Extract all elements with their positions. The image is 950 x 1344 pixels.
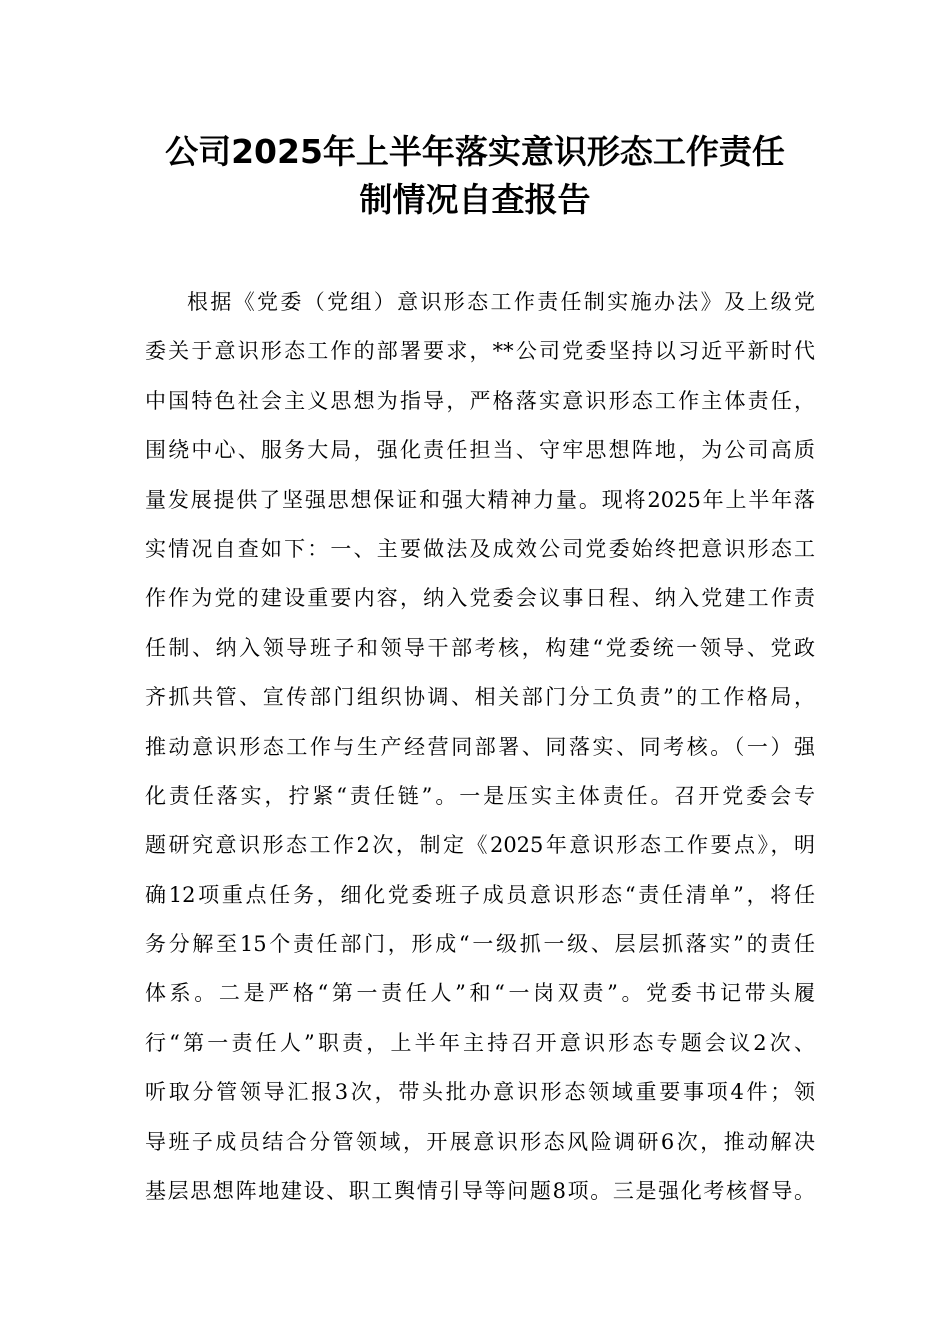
body-line: 基层思想阵地建设、职工舆情引导等问题8项。三是强化考核督导。 [145, 1179, 815, 1204]
body-line: 听取分管领导汇报3次，带头批办意识形态领域重要事项4件；领 [145, 1080, 815, 1105]
body-line: 齐抓共管、宣传部门组织协调、相关部门分工负责”的工作格局， [145, 685, 815, 710]
body-line: 作作为党的建设重要内容，纳入党委会议事日程、纳入党建工作责 [145, 586, 815, 611]
document-body [145, 278, 815, 1216]
title-line-1: 公司2025年上半年落实意识形态工作责任 [165, 132, 785, 171]
body-line: 任制、纳入领导班子和领导干部考核，构建“党委统一领导、党政 [145, 635, 815, 660]
body-line: 体系。二是严格“第一责任人”和“一岗双责”。党委书记带头履 [145, 981, 815, 1006]
body-line: 化责任落实，拧紧“责任链”。一是压实主体责任。召开党委会专 [145, 783, 815, 808]
body-line: 务分解至15个责任部门，形成“一级抓一级、层层抓落实”的责任 [145, 932, 815, 957]
document-title [100, 128, 850, 224]
body-line: 推动意识形态工作与生产经营同部署、同落实、同考核。（一）强 [145, 734, 815, 759]
body-line: 题研究意识形态工作2次，制定《2025年意识形态工作要点》，明 [145, 833, 815, 858]
body-line: 中国特色社会主义思想为指导，严格落实意识形态工作主体责任， [145, 388, 815, 413]
body-line: 导班子成员结合分管领域，开展意识形态风险调研6次，推动解决 [145, 1129, 815, 1154]
body-line: 委关于意识形态工作的部署要求，**公司党委坚持以习近平新时代 [145, 339, 815, 364]
body-line: 确12项重点任务，细化党委班子成员意识形态“责任清单”，将任 [145, 882, 815, 907]
body-line: 围绕中心、服务大局，强化责任担当、守牢思想阵地，为公司高质 [145, 438, 815, 463]
body-line: 实情况自查如下：一、主要做法及成效公司党委始终把意识形态工 [145, 536, 815, 561]
title-line-2: 制情况自查报告 [359, 180, 591, 219]
body-line: 根据《党委（党组）意识形态工作责任制实施办法》及上级党 [187, 290, 815, 314]
body-line: 行“第一责任人”职责，上半年主持召开意识形态专题会议2次、 [145, 1030, 815, 1055]
body-line: 量发展提供了坚强思想保证和强大精神力量。现将2025年上半年落 [145, 487, 815, 512]
